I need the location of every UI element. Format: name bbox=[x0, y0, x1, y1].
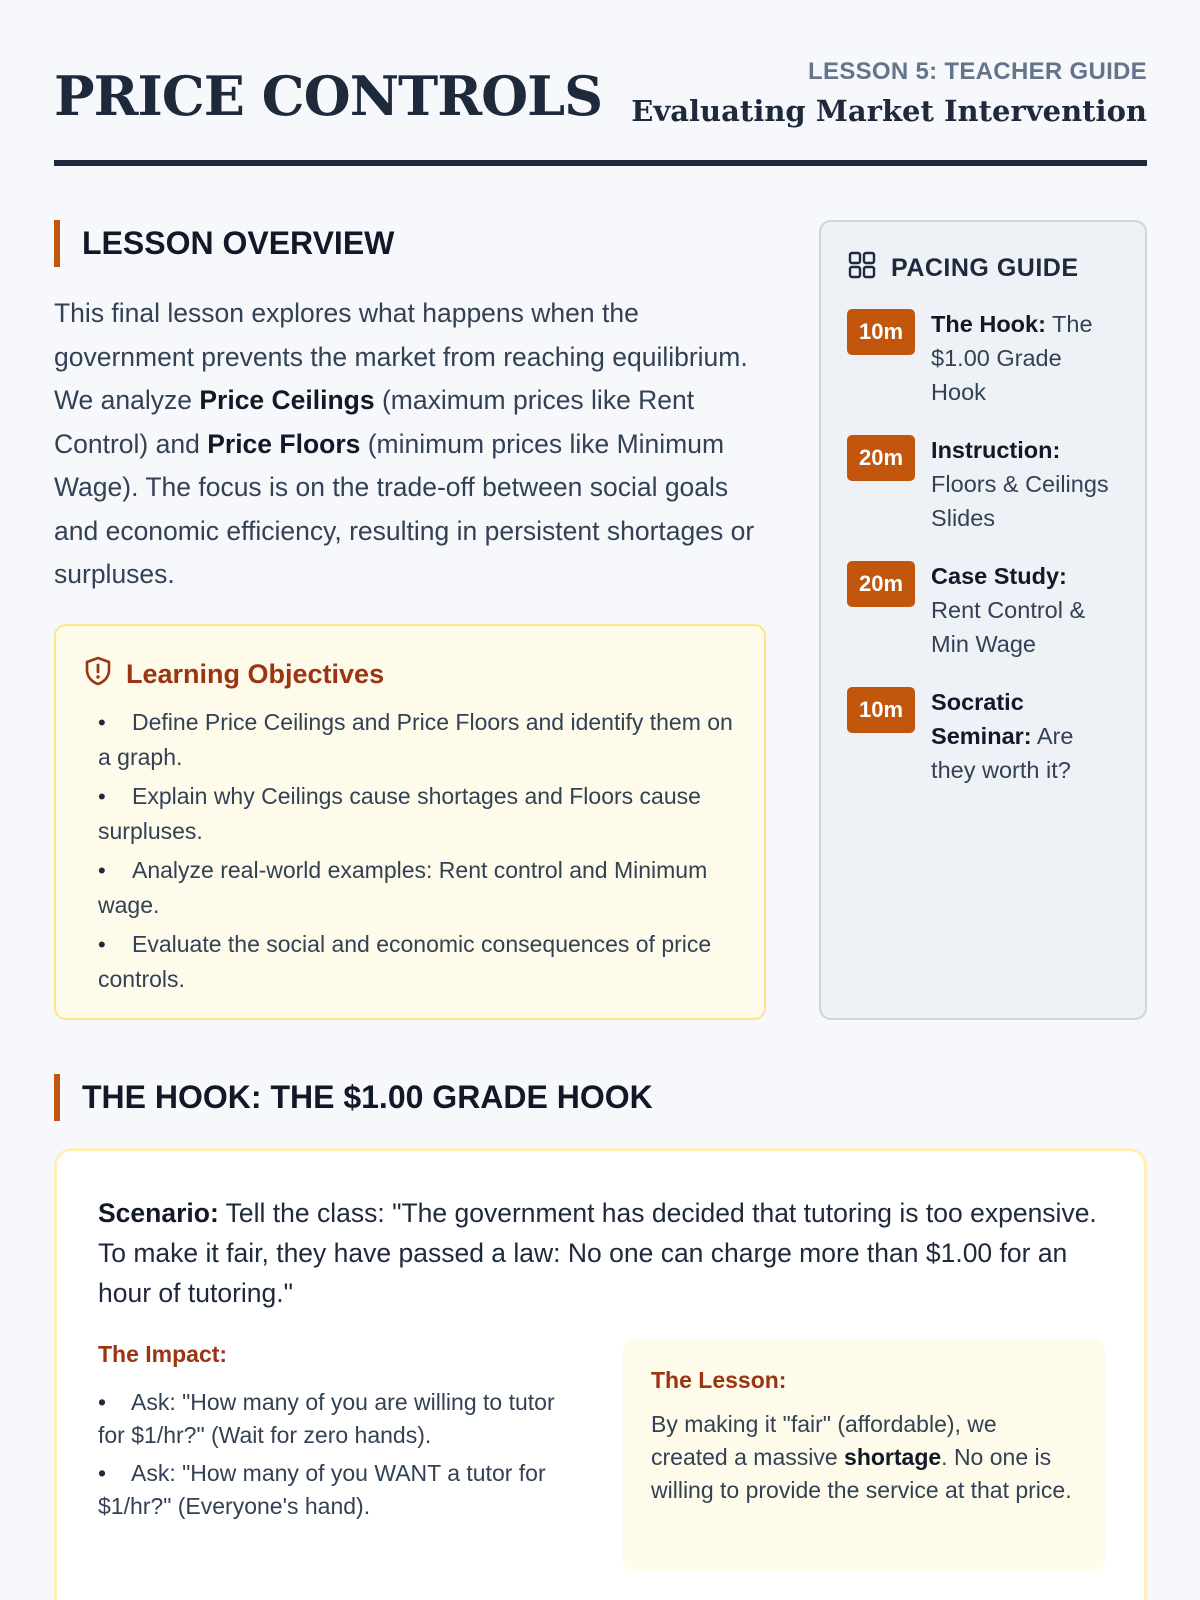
overview-text-3: (minimum prices like Minimum Wage). The focus is on the trade-off between social goals and economic efficiency, resulting in persistent shortages or surpluses. bbox=[54, 428, 755, 589]
lesson-kicker: LESSON 5: TEACHER GUIDE bbox=[808, 58, 1147, 85]
pacing-guide-panel bbox=[819, 220, 1147, 1020]
objectives-list bbox=[84, 705, 736, 996]
pacing-item-desc: Floors & Ceilings Slides bbox=[931, 471, 1109, 531]
lesson-text bbox=[651, 1408, 1077, 1507]
time-badge: 10m bbox=[847, 687, 915, 733]
overview-text-2: (maximum prices like Rent Control) and bbox=[54, 385, 695, 459]
hook-card bbox=[54, 1148, 1147, 1600]
pacing-guide-label: PACING GUIDE bbox=[891, 254, 1079, 282]
overview-term-floors: Price Floors bbox=[207, 428, 361, 459]
pacing-item-seminar bbox=[847, 685, 1119, 787]
lesson-title: The Lesson: bbox=[651, 1367, 787, 1393]
lesson-text-1: By making it "fair" (affordable), we created a massive bbox=[651, 1411, 997, 1470]
page-header bbox=[54, 56, 1147, 166]
pacing-item-label: Socratic Seminar: bbox=[931, 689, 1032, 749]
lesson-callout bbox=[623, 1339, 1105, 1571]
pacing-item-desc: The $1.00 Grade Hook bbox=[931, 311, 1093, 405]
scenario-paragraph bbox=[98, 1193, 1098, 1313]
overview-term-ceilings: Price Ceilings bbox=[199, 385, 375, 415]
list-item: • Evaluate the social and economic consequences of price controls. bbox=[98, 927, 736, 996]
pacing-item-label: The Hook: bbox=[931, 311, 1046, 337]
lesson-text-2: . No one is willing to provide the service at that price. bbox=[651, 1444, 1072, 1503]
learning-objectives-label: Learning Objectives bbox=[126, 659, 385, 689]
pacing-guide-title bbox=[847, 250, 1119, 287]
pacing-item-desc: Are they worth it? bbox=[931, 723, 1074, 783]
grid-icon bbox=[847, 250, 877, 287]
lesson-term-shortage: shortage bbox=[844, 1444, 942, 1470]
overview-heading: LESSON OVERVIEW bbox=[54, 220, 394, 267]
pacing-item-text bbox=[931, 685, 1119, 787]
list-item: • Analyze real-world examples: Rent control and Minimum wage. bbox=[98, 853, 736, 922]
pacing-item-text bbox=[931, 559, 1119, 661]
overview-text-1: This final lesson explores what happens when the government prevents the market from reaching equilibrium. We analyze bbox=[54, 298, 748, 415]
impact-section bbox=[98, 1341, 558, 1528]
overview-paragraph bbox=[54, 292, 774, 597]
teacher-guide-page bbox=[54, 0, 1147, 1600]
hook-heading: THE HOOK: THE $1.00 GRADE HOOK bbox=[54, 1074, 653, 1121]
list-item: • Define Price Ceilings and Price Floors and identify them on a graph. bbox=[98, 705, 736, 774]
page-subtitle: Evaluating Market Intervention bbox=[631, 94, 1147, 128]
shield-alert-icon bbox=[84, 656, 112, 693]
time-badge: 20m bbox=[847, 561, 915, 607]
list-item: • Explain why Ceilings cause shortages and Floors cause surpluses. bbox=[98, 779, 736, 848]
time-badge: 10m bbox=[847, 309, 915, 355]
time-badge: 20m bbox=[847, 435, 915, 481]
page-title: PRICE CONTROLS bbox=[54, 64, 603, 128]
pacing-item-desc: Rent Control & Min Wage bbox=[931, 597, 1086, 657]
learning-objectives-title bbox=[84, 656, 736, 693]
impact-title: The Impact: bbox=[98, 1341, 228, 1367]
pacing-item-instruction bbox=[847, 433, 1119, 535]
pacing-item-case-study bbox=[847, 559, 1119, 661]
pacing-item-text bbox=[931, 433, 1119, 535]
list-item: • Ask: "How many of you WANT a tutor for $1/hr?" (Everyone's hand). bbox=[98, 1457, 558, 1523]
pacing-item-text bbox=[931, 307, 1119, 409]
pacing-item-hook bbox=[847, 307, 1119, 409]
pacing-item-label: Instruction: bbox=[931, 437, 1061, 463]
list-item: • Ask: "How many of you are willing to tutor for $1/hr?" (Wait for zero hands). bbox=[98, 1386, 558, 1452]
learning-objectives-box bbox=[54, 624, 766, 1020]
scenario-label: Scenario: bbox=[98, 1198, 219, 1228]
impact-list bbox=[98, 1386, 558, 1523]
pacing-item-label: Case Study: bbox=[931, 563, 1067, 589]
scenario-text: Tell the class: "The government has decided that tutoring is too expensive. To make it fair, they have passed a law: No one can charge more than $1.00 for an hour of tutoring." bbox=[98, 1198, 1097, 1308]
